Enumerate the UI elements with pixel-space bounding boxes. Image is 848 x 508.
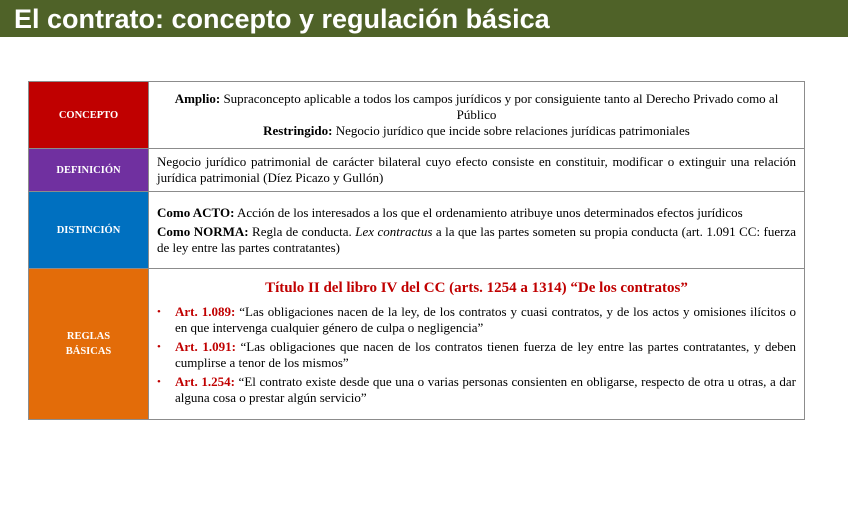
norma-italic: Lex contractus	[355, 223, 433, 239]
norma-text-after: a la que las partes someten su propia conducta (art. 1.091 CC: fuerza de ley entre las partes contratantes)	[157, 223, 797, 255]
list-item	[157, 339, 796, 371]
article-text: “Las obligaciones nacen de la ley, de los contratos y cuasi contratos, y de los actos y omisiones ilícitos o en que intervenga cualquier género de culpa o negligencia”	[175, 303, 796, 335]
label-concepto: CONCEPTO	[29, 82, 149, 149]
bullet-icon: •	[157, 375, 161, 388]
acto-text: Acción de los interesados a los que el ordenamiento atribuye unos determinados efectos jurídicos	[234, 204, 743, 220]
reglas-list	[157, 304, 796, 406]
concepto-restringido	[157, 123, 796, 139]
definicion-text: Negocio jurídico patrimonial de carácter bilateral cuyo efecto consiste en constituir, modificar o extinguir una relación jurídica patrimonial (Díez Picazo y Gullón)	[157, 154, 796, 185]
content-reglas	[149, 269, 805, 420]
label-reglas	[29, 269, 149, 420]
label-definicion: DEFINICIÓN	[29, 149, 149, 192]
distincion-acto	[157, 205, 796, 221]
bullet-icon: •	[157, 340, 161, 353]
norma-text-before: Regla de conducta.	[248, 223, 356, 239]
title-bar	[0, 0, 848, 37]
row-definicion	[29, 149, 805, 192]
row-concepto	[29, 82, 805, 149]
distincion-norma	[157, 224, 796, 256]
acto-label: Como ACTO:	[157, 204, 235, 220]
list-item	[157, 374, 796, 406]
restringido-text: Negocio jurídico que incide sobre relaciones jurídicas patrimoniales	[332, 123, 690, 138]
content-definicion	[149, 149, 805, 192]
list-item	[157, 304, 796, 336]
article-ref: Art. 1.089:	[175, 303, 236, 319]
row-distincion	[29, 192, 805, 269]
article-ref: Art. 1.091:	[175, 338, 236, 354]
page-title: El contrato: concepto y regulación básica	[14, 4, 550, 34]
bullet-icon: •	[157, 305, 161, 318]
concepto-amplio	[157, 91, 796, 123]
contract-table	[28, 81, 805, 420]
restringido-label: Restringido:	[263, 123, 333, 138]
norma-label: Como NORMA:	[157, 223, 249, 239]
reglas-title: Título II del libro IV del CC (arts. 1254 a 1314) “De los contratos”	[265, 279, 688, 296]
reglas-label-line2: BÁSICAS	[65, 346, 112, 357]
article-text: “El contrato existe desde que una o varias personas consienten en obligarse, respecto de otra u otras, a dar alguna cosa o prestar algún servicio”	[175, 373, 796, 405]
article-ref: Art. 1.254:	[175, 373, 235, 389]
content-distincion	[149, 192, 805, 269]
amplio-label: Amplio:	[174, 91, 221, 106]
reglas-label-line1: REGLAS	[66, 331, 111, 342]
amplio-text: Supraconcepto aplicable a todos los campos jurídicos y por consiguiente tanto al Derecho Privado como al Público	[220, 91, 779, 122]
content-concepto	[149, 82, 805, 149]
article-text: “Las obligaciones que nacen de los contratos tienen fuerza de ley entre las partes contratantes, y deben cumplirse a tenor de los mismos”	[175, 338, 796, 370]
label-distincion: DISTINCIÓN	[29, 192, 149, 269]
row-reglas	[29, 269, 805, 420]
